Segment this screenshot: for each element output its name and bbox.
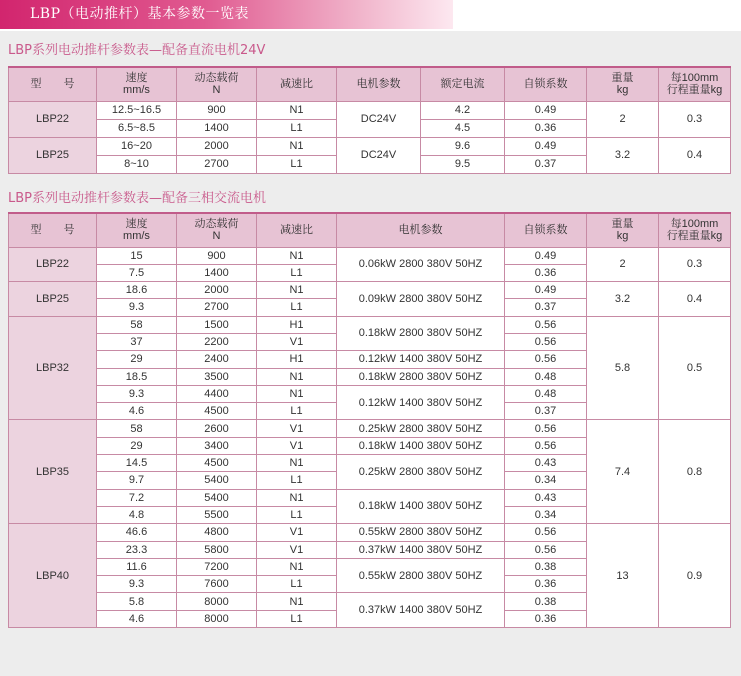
ratio-cell: N1: [257, 489, 337, 506]
selflock-cell: 0.56: [505, 351, 587, 368]
speed-cell: 46.6: [97, 524, 177, 541]
table-row: [9, 247, 731, 264]
ratio-cell: L1: [257, 403, 337, 420]
selflock-cell: 0.36: [505, 264, 587, 281]
motor-cell: 0.37kW 1400 380V 50HZ: [337, 541, 505, 558]
speed-cell: 9.3: [97, 299, 177, 316]
ratio-cell: V1: [257, 333, 337, 350]
ratio-cell: N1: [257, 137, 337, 155]
load-cell: 4400: [177, 385, 257, 402]
load-cell: 1400: [177, 119, 257, 137]
selflock-cell: 0.56: [505, 541, 587, 558]
stroke-weight-cell: 0.5: [659, 316, 731, 420]
speed-cell: 4.8: [97, 506, 177, 523]
header-current: 额定电流: [421, 67, 505, 101]
ratio-cell: N1: [257, 282, 337, 299]
selflock-cell: 0.37: [505, 299, 587, 316]
stroke-weight-cell: 0.4: [659, 282, 731, 317]
speed-cell: 7.5: [97, 264, 177, 281]
load-cell: 4800: [177, 524, 257, 541]
model-cell: LBP32: [9, 316, 97, 420]
speed-cell: 12.5~16.5: [97, 101, 177, 119]
ratio-cell: L1: [257, 155, 337, 173]
current-cell: 9.5: [421, 155, 505, 173]
header-model: 型 号: [9, 213, 97, 247]
ratio-cell: L1: [257, 472, 337, 489]
ratio-cell: N1: [257, 593, 337, 610]
selflock-cell: 0.37: [505, 155, 587, 173]
load-cell: 4500: [177, 455, 257, 472]
model-cell: LBP22: [9, 247, 97, 282]
speed-cell: 29: [97, 351, 177, 368]
weight-cell: 3.2: [587, 137, 659, 173]
selflock-cell: 0.48: [505, 368, 587, 385]
speed-cell: 18.6: [97, 282, 177, 299]
selflock-cell: 0.56: [505, 333, 587, 350]
selflock-cell: 0.49: [505, 101, 587, 119]
motor-cell: 0.55kW 2800 380V 50HZ: [337, 524, 505, 541]
selflock-cell: 0.36: [505, 119, 587, 137]
speed-cell: 15: [97, 247, 177, 264]
motor-cell: 0.09kW 2800 380V 50HZ: [337, 282, 505, 317]
table-row: [9, 316, 731, 333]
table-row: [9, 524, 731, 541]
current-cell: 9.6: [421, 137, 505, 155]
stroke-weight-cell: 0.3: [659, 101, 731, 137]
ratio-cell: L1: [257, 610, 337, 627]
stroke-weight-cell: 0.9: [659, 524, 731, 628]
load-cell: 1500: [177, 316, 257, 333]
load-cell: 2000: [177, 137, 257, 155]
selflock-cell: 0.56: [505, 524, 587, 541]
speed-cell: 4.6: [97, 610, 177, 627]
selflock-cell: 0.56: [505, 420, 587, 437]
table2-caption: LBP系列电动推杆参数表—配备三相交流电机: [8, 191, 267, 206]
speed-cell: 11.6: [97, 558, 177, 575]
model-cell: LBP22: [9, 101, 97, 137]
ratio-cell: L1: [257, 299, 337, 316]
load-cell: 5500: [177, 506, 257, 523]
speed-cell: 8~10: [97, 155, 177, 173]
ratio-cell: H1: [257, 316, 337, 333]
header-load: 动态载荷 N: [177, 67, 257, 101]
motor-cell: 0.37kW 1400 380V 50HZ: [337, 593, 505, 628]
stroke-weight-cell: 0.3: [659, 247, 731, 282]
ratio-cell: N1: [257, 455, 337, 472]
table-row: [9, 420, 731, 437]
ratio-cell: N1: [257, 101, 337, 119]
motor-cell: 0.55kW 2800 380V 50HZ: [337, 558, 505, 593]
load-cell: 4500: [177, 403, 257, 420]
speed-cell: 4.6: [97, 403, 177, 420]
motor-cell: 0.12kW 1400 380V 50HZ: [337, 385, 505, 420]
ratio-cell: N1: [257, 368, 337, 385]
table-row: [9, 282, 731, 299]
motor-cell: 0.25kW 2800 380V 50HZ: [337, 455, 505, 490]
load-cell: 2200: [177, 333, 257, 350]
table-row: [9, 101, 731, 119]
weight-cell: 5.8: [587, 316, 659, 420]
motor-cell: DC24V: [337, 137, 421, 173]
table1-caption: LBP系列电动推杆参数表—配备直流电机24V: [8, 43, 266, 58]
header-weight: 重量 kg: [587, 213, 659, 247]
load-cell: 2700: [177, 155, 257, 173]
motor-cell: 0.12kW 1400 380V 50HZ: [337, 351, 505, 368]
ratio-cell: N1: [257, 247, 337, 264]
header-motor: 电机参数: [337, 213, 505, 247]
load-cell: 2600: [177, 420, 257, 437]
selflock-cell: 0.34: [505, 472, 587, 489]
ratio-cell: L1: [257, 576, 337, 593]
header-selflock: 自锁系数: [505, 213, 587, 247]
selflock-cell: 0.43: [505, 455, 587, 472]
ratio-cell: L1: [257, 506, 337, 523]
ratio-cell: N1: [257, 558, 337, 575]
motor-cell: 0.18kW 2800 380V 50HZ: [337, 368, 505, 385]
speed-cell: 37: [97, 333, 177, 350]
header-load: 动态载荷 N: [177, 213, 257, 247]
weight-cell: 7.4: [587, 420, 659, 524]
speed-cell: 23.3: [97, 541, 177, 558]
selflock-cell: 0.38: [505, 593, 587, 610]
load-cell: 900: [177, 101, 257, 119]
load-cell: 8000: [177, 593, 257, 610]
motor-cell: 0.18kW 1400 380V 50HZ: [337, 437, 505, 454]
speed-cell: 14.5: [97, 455, 177, 472]
header-motor: 电机参数: [337, 67, 421, 101]
speed-cell: 9.7: [97, 472, 177, 489]
ratio-cell: N1: [257, 385, 337, 402]
model-cell: LBP25: [9, 137, 97, 173]
load-cell: 5800: [177, 541, 257, 558]
load-cell: 2700: [177, 299, 257, 316]
load-cell: 7200: [177, 558, 257, 575]
speed-cell: 58: [97, 420, 177, 437]
ratio-cell: V1: [257, 541, 337, 558]
selflock-cell: 0.34: [505, 506, 587, 523]
stroke-weight-cell: 0.4: [659, 137, 731, 173]
header-ratio: 减速比: [257, 213, 337, 247]
weight-cell: 13: [587, 524, 659, 628]
weight-cell: 2: [587, 101, 659, 137]
model-cell: LBP40: [9, 524, 97, 628]
load-cell: 1400: [177, 264, 257, 281]
ac-motor-spec-table: [8, 212, 731, 628]
speed-cell: 9.3: [97, 385, 177, 402]
speed-cell: 29: [97, 437, 177, 454]
selflock-cell: 0.36: [505, 610, 587, 627]
header-speed: 速度 mm/s: [97, 213, 177, 247]
selflock-cell: 0.56: [505, 437, 587, 454]
header-speed: 速度 mm/s: [97, 67, 177, 101]
motor-cell: 0.18kW 1400 380V 50HZ: [337, 489, 505, 524]
selflock-cell: 0.49: [505, 247, 587, 264]
header-stroke-weight: 每100mm 行程重量kg: [659, 67, 731, 101]
ratio-cell: V1: [257, 524, 337, 541]
motor-cell: DC24V: [337, 101, 421, 137]
speed-cell: 9.3: [97, 576, 177, 593]
speed-cell: 58: [97, 316, 177, 333]
weight-cell: 2: [587, 247, 659, 282]
motor-cell: 0.06kW 2800 380V 50HZ: [337, 247, 505, 282]
header-stroke-weight: 每100mm 行程重量kg: [659, 213, 731, 247]
selflock-cell: 0.37: [505, 403, 587, 420]
load-cell: 8000: [177, 610, 257, 627]
model-cell: LBP25: [9, 282, 97, 317]
load-cell: 3400: [177, 437, 257, 454]
load-cell: 2000: [177, 282, 257, 299]
load-cell: 5400: [177, 489, 257, 506]
header-banner: [0, 0, 453, 29]
load-cell: 3500: [177, 368, 257, 385]
speed-cell: 18.5: [97, 368, 177, 385]
motor-cell: 0.25kW 2800 380V 50HZ: [337, 420, 505, 437]
ratio-cell: L1: [257, 264, 337, 281]
speed-cell: 6.5~8.5: [97, 119, 177, 137]
speed-cell: 7.2: [97, 489, 177, 506]
motor-cell: 0.18kW 2800 380V 50HZ: [337, 316, 505, 351]
speed-cell: 5.8: [97, 593, 177, 610]
load-cell: 900: [177, 247, 257, 264]
weight-cell: 3.2: [587, 282, 659, 317]
current-cell: 4.2: [421, 101, 505, 119]
model-cell: LBP35: [9, 420, 97, 524]
current-cell: 4.5: [421, 119, 505, 137]
table-row: [9, 137, 731, 155]
selflock-cell: 0.49: [505, 282, 587, 299]
load-cell: 5400: [177, 472, 257, 489]
ratio-cell: V1: [257, 437, 337, 454]
selflock-cell: 0.36: [505, 576, 587, 593]
dc-motor-spec-table: [8, 66, 731, 174]
selflock-cell: 0.38: [505, 558, 587, 575]
header-selflock: 自锁系数: [505, 67, 587, 101]
selflock-cell: 0.49: [505, 137, 587, 155]
ratio-cell: V1: [257, 420, 337, 437]
speed-cell: 16~20: [97, 137, 177, 155]
selflock-cell: 0.56: [505, 316, 587, 333]
ratio-cell: L1: [257, 119, 337, 137]
header-ratio: 减速比: [257, 67, 337, 101]
page-title: LBP（电动推杆）基本参数一览表: [30, 6, 250, 22]
ratio-cell: H1: [257, 351, 337, 368]
selflock-cell: 0.48: [505, 385, 587, 402]
load-cell: 2400: [177, 351, 257, 368]
header-weight: 重量 kg: [587, 67, 659, 101]
stroke-weight-cell: 0.8: [659, 420, 731, 524]
selflock-cell: 0.43: [505, 489, 587, 506]
load-cell: 7600: [177, 576, 257, 593]
header-model: 型 号: [9, 67, 97, 101]
